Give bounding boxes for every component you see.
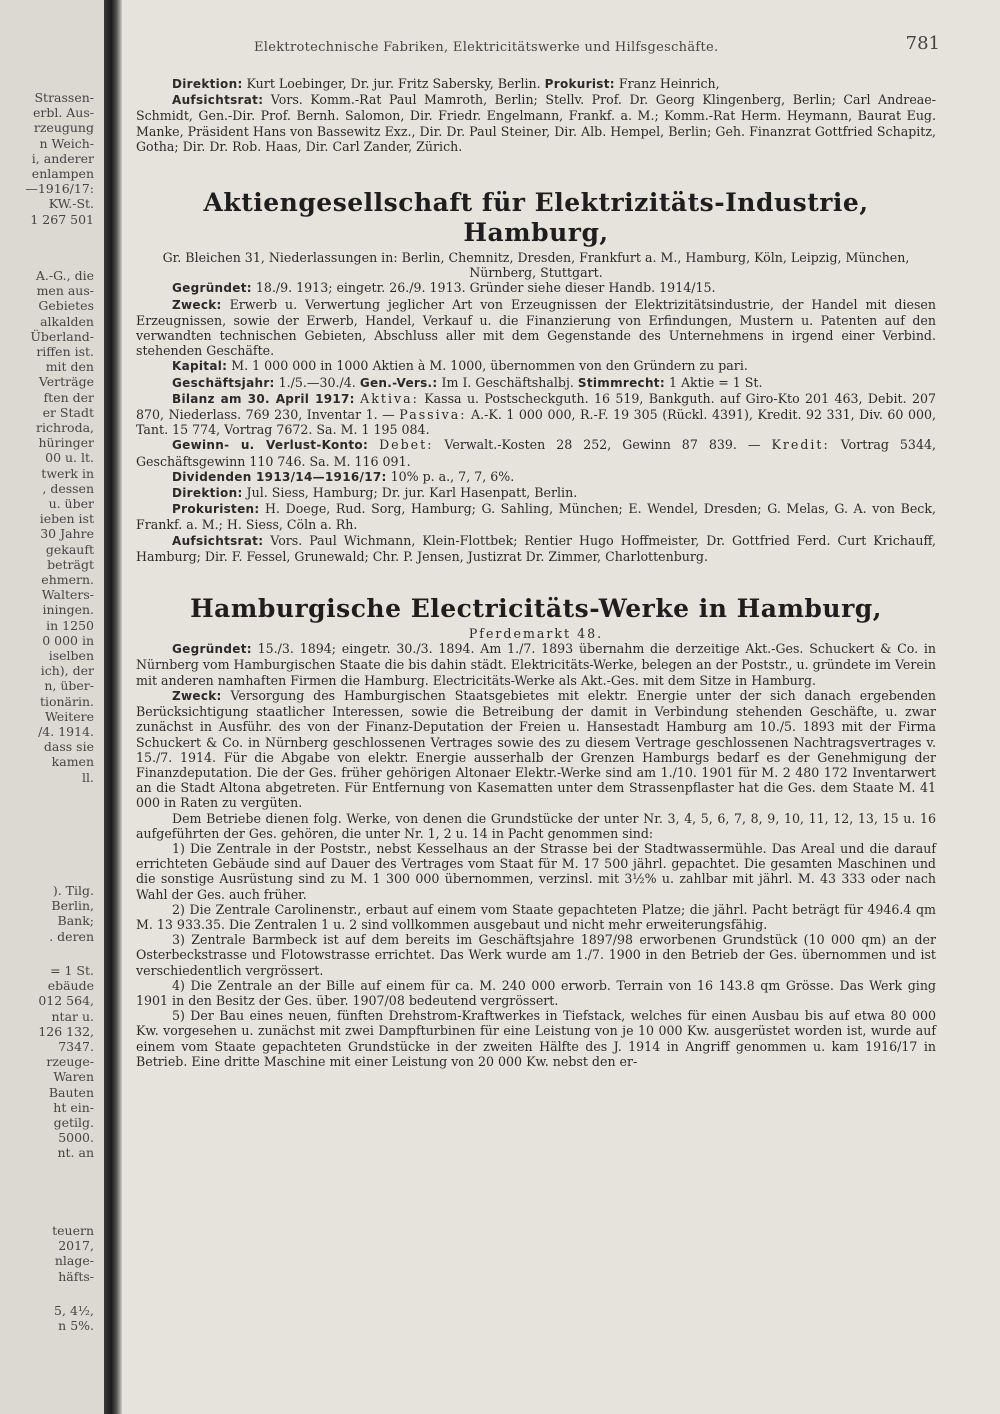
margin-fragment: Verträge [38,374,94,390]
entry-prokuristen: Prokuristen: H. Doege, Rud. Sorg, Hamburg; G. Sahling, München; E. Wendel, Dresden; G. Melas, G. A. von Beck, Frankf. a. M.; H. Siess, Cöln a. Rh. [136,501,936,533]
margin-fragment: 00 u. lt. [45,450,94,466]
margin-fragment: richroda, [36,420,94,435]
margin-fragment: dass sie [43,739,94,755]
margin-fragment: Bank; [57,913,94,929]
margin-fragment: iselben [48,648,94,663]
entry-gewinn-verlust: Gewinn- u. Verlust-Konto: Debet: Verwalt.-Kosten 28 252, Gewinn 87 839. — Kredit: Vortrag 5344, Geschäftsgewinn 110 746. Sa. M. 116 091. [136,437,936,469]
page-number: 781 [905,33,940,54]
company-address: Pferdemarkt 48. [468,626,604,642]
company-title: Aktiengesellschaft für Elektrizitäts-Industrie, Hamburg, [203,188,869,248]
margin-fragment: ehmern. [41,572,94,587]
margin-fragment: er Stadt [42,404,94,420]
margin-fragment: kamen [51,754,94,770]
margin-fragment: n, über- [44,678,94,694]
margin-fragment: Überland- [30,328,94,344]
margin-fragment: Strassen- [34,90,94,105]
margin-fragment: twerk in [41,465,94,481]
margin-fragment: beträgt [47,556,94,572]
book-gutter [104,0,122,1414]
entry-werk-3: 3) Zentrale Barmbeck ist auf dem bereits im Geschäftsjahre 1897/98 erworbenen Grundstück (10 000 qm) an der Osterbeckstrasse und Flotowstrasse errichtet. Das Werk wurde am 1./7. 1900 in den Betrieb der Ges. übernommen und ist verschiedentlich vergrössert. [136,932,936,978]
entry-gegruendet: Gegründet: 15./3. 1894; eingetr. 30./3. 1894. Am 1./7. 1893 übernahm die derzeitige Akt.-Ges. Schuckert & Co. in Nürnberg vom Hamburgischen Staate die bis dahin städt. Elektricitäts-Werke, belegen an der Poststr., u. gründete im Verein mit anderen namhaften Firmen die Hamburg. Electricitäts-Werke als Akt.-Ges. mit dem Sitze in Hamburg. [136,641,936,688]
margin-fragment: teuern [52,1223,94,1238]
entry-bilanz: Bilanz am 30. April 1917: Aktiva: Kassa u. Postscheckguth. 16 519, Bankguth. auf Giro-Kto 201 463, Debit. 207 870, Niederlass. 769 230, Inventar 1. — Passiva: A.-K. 1 000 000, R.-F. 19 305 (Rückl. 4391), Kredit. 92 331, Div. 60 000, Tant. 15 774, Vortrag 7672. Sa. M. 1 195 084. [136,390,936,438]
margin-fragment: i, anderer [31,150,94,166]
margin-fragment: = 1 St. [50,963,94,978]
margin-fragment: 7347. [58,1039,94,1054]
margin-fragment: Berlin, [51,898,94,914]
company-title: Hamburgische Electricitäts-Werke in Hamburg, [190,594,882,624]
margin-fragment: n 5%. [58,1318,94,1334]
margin-fragment: men aus- [36,283,94,299]
company-entry-hamburgische-electricitaets-werke [136,594,936,1069]
margin-fragment: häfts- [58,1268,94,1284]
entry-zweck: Zweck: Versorgung des Hamburgischen Staatsgebietes mit elektr. Energie unter der sich danach ergebenden Berücksichtigung staatlicher Interessen, sowie die Betreibung der damit in Verbindung stehenden Geschäfte, u. zwar zunächst in Ausführ. des von der Finanz-Deputation der Freien u. Hansestadt Hamburg am 10./5. 1893 mit der Firma Schuckert & Co. in Nürnberg geschlossenen Vertrages sowie des zu diesem Vertrage geschlossenen Nachtragsvertrages v. 15./7. 1914. Für die Abgabe von elektr. Energie ausserhalb der Grenzen Hamburgs bedarf es der Genehmigung der Finanzdeputation. Die der Ges. früher gehörigen Altonaer Elektr.-Werke sind am 1./10. 1901 für M. 2 480 172 Inventarwert an die Stadt Altona abgetreten. Für Entfernung von Kasematten unter dem Strassenpflaster hat die Ges. dem Staate M. 41 000 in Raten zu vergüten. [136,687,936,811]
margin-fragment: nlage- [54,1253,94,1269]
margin-fragment: ntar u. [51,1008,94,1024]
margin-fragment: 2017, [58,1238,94,1254]
margin-fragment: mit den [45,359,94,375]
margin-fragment: ich), der [40,663,94,679]
margin-fragment: ieben ist [39,511,94,527]
running-head [136,33,940,62]
company-entry-aktiengesellschaft [136,188,936,564]
entry-aufsichtsrat: Aufsichtsrat: Vors. Paul Wichmann, Klein-Flottbek; Rentier Hugo Hoffmeister, Dr. Gottfried Ferd. Curt Krichauff, Hamburg; Dir. F. Fessel, Grunewald; Chr. P. Jensen, Justizrat Dr. Zimmer, Charlottenburg. [136,532,936,564]
margin-fragment: rzeuge- [46,1054,94,1070]
intro-aufsichtsrat: Aufsichtsrat: Vors. Komm.-Rat Paul Mamroth, Berlin; Stellv. Prof. Dr. Georg Klingenberg, Berlin; Carl Andreae-Schmidt, Gen.-Dir. Prof. Bernh. Salomon, Dir. Friedr. Engelmann, Frankf. a. M.; Komm.-Rat Herm. Heymann, Baurat Eug. Manke, Präsident Hans von Bassewitz Exz., Dir. Dr. Paul Steiner, Dir. Alb. Hempel, Berlin; Geh. Finanzrat Gottfried Schapitz, Gotha; Dir. Dr. Rob. Haas, Dir. Carl Zander, Zürich. [136,92,936,154]
margin-fragment: Walters- [41,587,94,603]
adjacent-page-edge [0,0,104,1414]
entry-kapital: Kapital: M. 1 000 000 in 1000 Aktien à M. 1000, übernommen von den Gründern zu pari. [172,358,748,374]
company-address: Gr. Bleichen 31, Niederlassungen in: Berlin, Chemnitz, Dresden, Frankfurt a. M., Hamburg, Köln, Leipzig, München, Nürnberg, Stuttgart. [162,250,910,281]
margin-fragment: getilg. [53,1115,94,1130]
margin-fragment: A.-G., die [35,268,94,283]
margin-fragment: Weitere [44,708,94,724]
entry-direktion: Direktion: Jul. Siess, Hamburg; Dr. jur. Karl Hasenpatt, Berlin. [172,485,578,501]
margin-fragment: riffen ist. [36,344,94,359]
previous-entry-tail [136,76,936,154]
entry-werk-5: 5) Der Bau eines neuen, fünften Drehstrom-Kraftwerkes in Tiefstack, welches für einen Ausbau bis auf etwa 80 000 Kw. vorgesehen u. zunächst mit zwei Dampfturbinen für eine Leistung von je 10 000 Kw. ausgerüstet worden ist, wurde auf einem vom Staate gepachteten Grundstücke in der zweiten Hälfte des J. 1914 in Angriff genommen u. kam 1916/17 in Betrieb. Eine dritte Maschine mit einer Leistung von 20 000 Kw. nebst den er- [136,1008,936,1069]
margin-fragment: /4. 1914. [38,724,94,739]
margin-fragment: ebäude [47,978,94,994]
margin-fragment: iningen. [42,602,94,618]
entry-dividenden: Dividenden 1913/14—1916/17: 10% p. a., 7, 7, 6%. [172,468,515,484]
margin-fragment: rzeugung [33,120,94,136]
entry-werk-2: 2) Die Zentrale Carolinenstr., erbaut auf einem vom Staate gepachteten Platze; die jährl. Pacht beträgt für 4946.4 qm M. 13 933.35. Die Zentralen 1 u. 2 sind vollkommen ausgebaut und nicht mehr erweiterungsfähig. [136,901,936,932]
document-page [136,33,940,1069]
margin-fragment: tionärin. [39,693,94,709]
margin-fragment: 5000. [58,1130,94,1146]
margin-fragment: in 1250 [46,617,94,633]
margin-fragment: —1916/17: [25,181,94,197]
margin-fragment: Waren [53,1069,94,1085]
intro-direktion: Direktion: Kurt Loebinger, Dr. jur. Fritz Sabersky, Berlin. Prokurist: Franz Heinrich, [172,76,720,91]
margin-fragment: Gebietes [38,298,94,314]
entry-werk-1: 1) Die Zentrale in der Poststr., nebst Kesselhaus an der Strasse bei der Stadtwassermühle. Das Areal und die darauf errichteten Gebäude sind auf Dauer des Vertrages vom Staat für M. 17 500 jährl. gepachtet. Die gesamten Maschinen und die sonstige Ausrüstung sind zu M. 1 300 000 übernommen, verzinsl. mit 3½% u. zahlbar mit jährl. M. 43 333 oder nach Wahl der Ges. auch früher. [136,840,936,902]
margin-fragment: nt. an [57,1145,94,1161]
margin-fragment: ). Tilg. [52,883,94,898]
margin-fragment: hüringer [38,435,94,451]
margin-fragment: ht ein- [53,1099,94,1115]
margin-fragment: ften der [43,389,94,405]
margin-fragment: 0 000 in [42,632,94,648]
running-head-title: Elektrotechnische Fabriken, Elektricitätswerke und Hilfsgeschäfte. [254,40,719,55]
margin-fragment: 30 Jahre [40,526,94,542]
margin-fragment: , dessen [42,480,94,496]
margin-fragment: KW.-St. [48,196,94,212]
margin-fragment: ll. [82,769,94,785]
margin-fragment: Bauten [48,1084,94,1100]
margin-fragment: gekauft [45,541,94,557]
margin-fragment: 012 564, [38,993,94,1009]
margin-fragment: enlampen [31,166,94,181]
margin-fragment: u. über [48,496,94,511]
margin-fragment: 126 132, [38,1023,94,1039]
entry-zweck: Zweck: Erwerb u. Verwertung jeglicher Art von Erzeugnissen der Elektrizitätsindustrie, der Handel mit diesen Erzeugnissen, sowie der Erwerb, Handel, Verkauf u. die Finanzierung von Erfindungen, Mustern u. Patenten auf den verwandten technischen Gebieten, Abschluss aller mit dem Gegenstande des Unternehmens in irgend einer Verbind. stehenden Geschäfte. [136,296,936,359]
entry-gegruendet: Gegründet: 18./9. 1913; eingetr. 26./9. 1913. Gründer siehe dieser Handb. 1914/15. [172,280,716,296]
entry-geschaeftsjahr: Geschäftsjahr: 1./5.—30./4. Gen.-Vers.: Im I. Geschäftshalbj. Stimmrecht: 1 Aktie = 1 St. [172,374,763,390]
margin-fragment: n Weich- [39,135,94,151]
entry-werke-intro: Dem Betriebe dienen folg. Werke, von denen die Grundstücke der unter Nr. 3, 4, 5, 6, 7, 8, 9, 10, 11, 12, 13, 15 u. 16 aufgeführten der Ges. gehören, die unter Nr. 1, 2 u. 14 in Pacht genommen sind: [136,810,936,841]
margin-fragment: alkalden [40,313,94,329]
margin-fragment: erbl. Aus- [32,105,94,121]
margin-fragment: 1 267 501 [30,211,94,227]
margin-fragment: . deren [49,928,94,944]
margin-fragment: 5, 4½, [54,1303,94,1318]
entry-werk-4: 4) Die Zentrale an der Bille auf einem für ca. M. 240 000 erworb. Terrain von 16 143.8 qm Grösse. Das Werk ging 1901 in den Besitz der Ges. über. 1907/08 bedeutend vergrössert. [136,977,936,1008]
